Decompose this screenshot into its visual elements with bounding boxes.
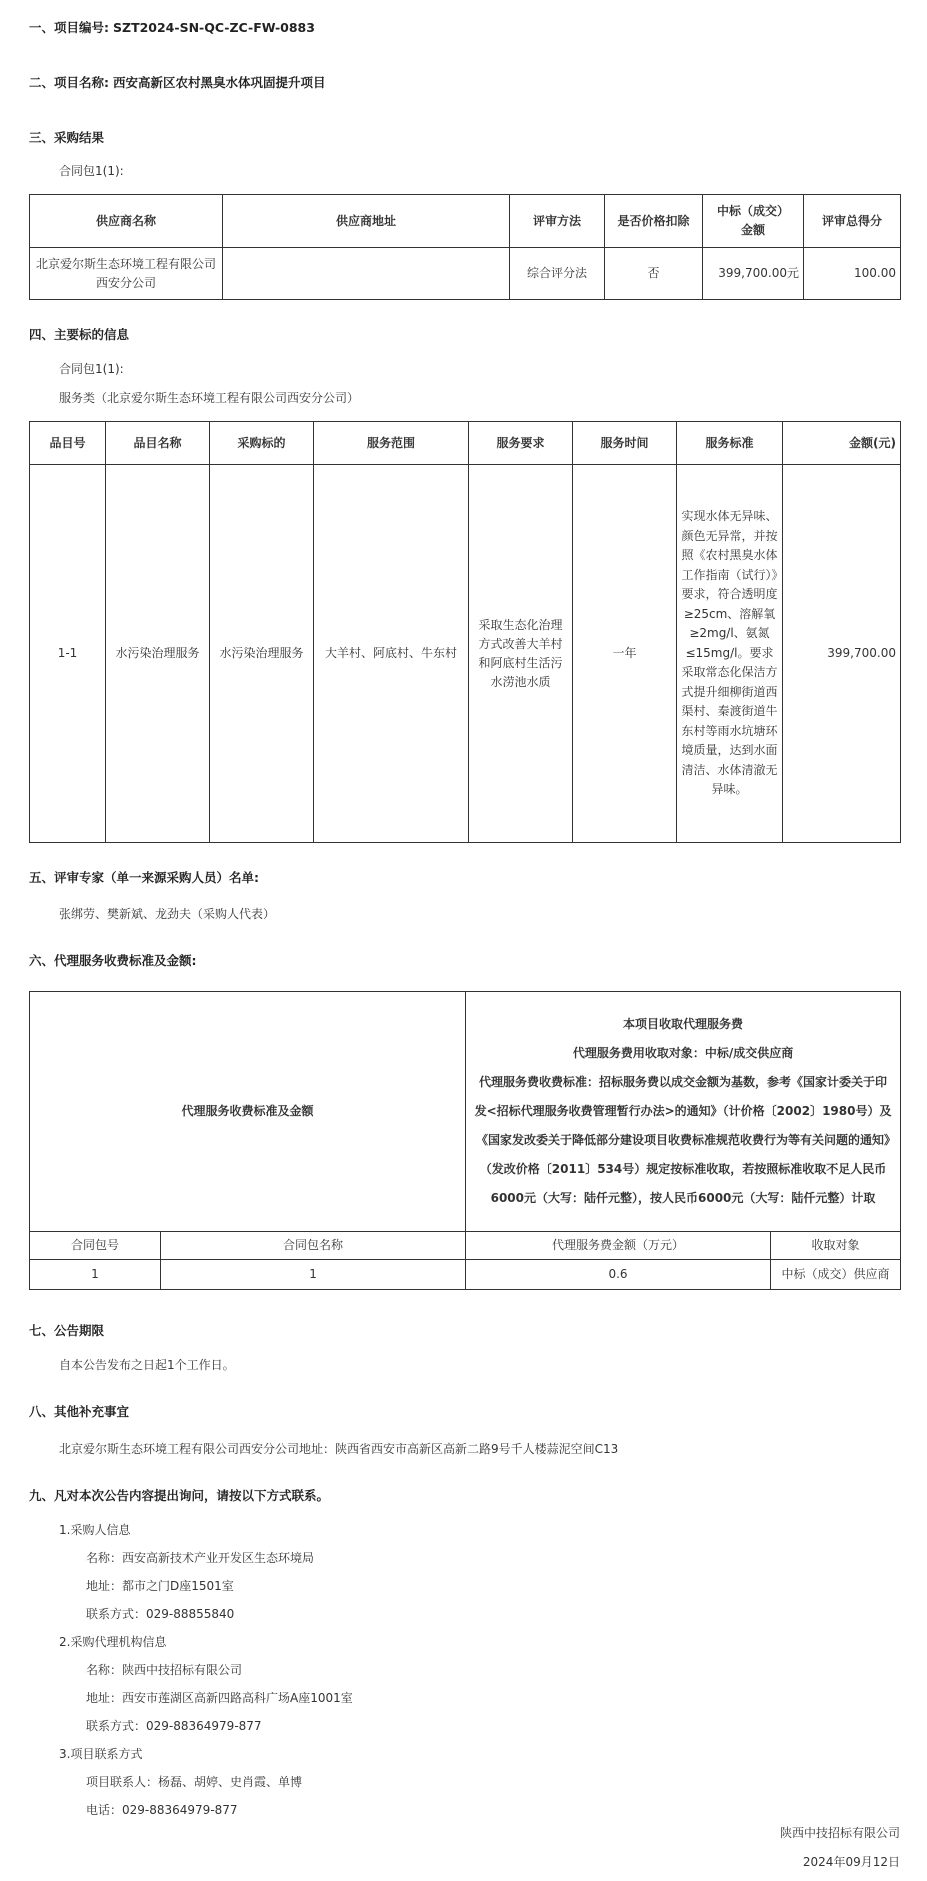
footer-date: 2024年09月12日 <box>802 1855 900 1869</box>
section-title-period: 七、公告期限 <box>29 1323 105 1338</box>
fee-standard-line: 代理服务费用收取对象：中标/成交供应商 <box>572 1046 794 1060</box>
section-title-result: 三、采购结果 <box>29 130 105 145</box>
collect-target: 中标（成交）供应商 <box>771 1260 901 1290</box>
price-deduction: 否 <box>605 248 703 300</box>
col-supplier-name: 供应商名称 <box>30 195 223 248</box>
col-collect-target: 收取对象 <box>771 1232 901 1260</box>
service-category: 服务类（北京爱尔斯生态环境工程有限公司西安分公司） <box>59 391 360 405</box>
col-item-name: 品目名称 <box>106 422 210 465</box>
col-item-no: 品目号 <box>30 422 106 465</box>
package-name: 1 <box>161 1260 466 1290</box>
col-amount: 金额(元) <box>783 422 901 465</box>
contract-package-label: 合同包1(1): <box>59 164 124 178</box>
project-number-label: 一、项目编号: <box>29 20 109 35</box>
subject-table-header <box>30 422 901 465</box>
package-no: 1 <box>30 1260 161 1290</box>
fee-table <box>29 991 901 1290</box>
period-text: 自本公告发布之日起1个工作日。 <box>59 1358 235 1372</box>
agency-contact: 联系方式：029-88364979-877 <box>86 1719 262 1733</box>
project-number <box>29 18 315 36</box>
expert-names: 张绑劳、樊新斌、龙劲夫（采购人代表） <box>59 907 276 921</box>
col-package-name: 合同包名称 <box>161 1232 466 1260</box>
contract-package-label: 合同包1(1): <box>59 362 124 376</box>
col-standard: 服务标准 <box>677 422 783 465</box>
project-contact-heading: 3.项目联系方式 <box>59 1747 143 1761</box>
agency-heading: 2.采购代理机构信息 <box>59 1635 167 1649</box>
col-review-method: 评审方法 <box>510 195 605 248</box>
duration: 一年 <box>573 465 677 843</box>
col-package-no: 合同包号 <box>30 1232 161 1260</box>
col-price-deduction: 是否价格扣除 <box>605 195 703 248</box>
requirement: 采取生态化治理方式改善大羊村和阿底村生活污水涝池水质 <box>469 465 573 843</box>
section-title-supplement: 八、其他补充事宜 <box>29 1404 130 1419</box>
fee-table-header <box>30 1232 901 1260</box>
supplier-address <box>223 248 510 300</box>
col-subject: 采购标的 <box>210 422 314 465</box>
col-total-score: 评审总得分 <box>804 195 901 248</box>
fee-standard-line: 代理服务费收费标准：招标服务费以成交金额为基数，参考《国家计委关于印发<招标代理服务收费管理暂行办法>的通知》（计价格〔2002〕1980号）及《国家发改委关于降低部分建设项目收费标准规范收费行为等有关问题的通知》（发改价格〔2011〕534号）规定按标准收取，若按照标准收取不足人民币6000元（大写：陆仟元整），按人民币6000元（大写：陆仟元整）计取 <box>474 1075 892 1205</box>
purchaser-heading: 1.采购人信息 <box>59 1523 131 1537</box>
section-title-subject: 四、主要标的信息 <box>29 327 130 342</box>
project-contact-phone: 电话：029-88364979-877 <box>86 1803 238 1817</box>
col-requirement: 服务要求 <box>469 422 573 465</box>
fee-standard-row <box>30 992 901 1232</box>
result-table <box>29 194 901 300</box>
section-title-contact: 九、凡对本次公告内容提出询问，请按以下方式联系。 <box>29 1488 330 1503</box>
supplement-text: 北京爱尔斯生态环境工程有限公司西安分公司地址：陕西省西安市高新区高新二路9号千人楼蒜泥空间C13 <box>59 1442 619 1456</box>
col-fee-amount: 代理服务费金额（万元） <box>466 1232 771 1260</box>
item-name: 水污染治理服务 <box>106 465 210 843</box>
standard: 实现水体无异味、颜色无异常，并按照《农村黑臭水体工作指南（试行）》要求，符合透明度≥25cm、溶解氧≥2mg/l、氨氮≤15mg/l。要求采取常态化保洁方式提升细柳街道西渠村、秦渡街道牛东村等雨水坑塘环境质量，达到水面清洁、水体清澈无异味。 <box>677 465 783 843</box>
table-row <box>30 465 901 843</box>
footer-company: 陕西中技招标有限公司 <box>779 1826 900 1840</box>
fee-amount: 0.6 <box>466 1260 771 1290</box>
purchaser-name: 名称：西安高新技术产业开发区生态环境局 <box>86 1551 315 1565</box>
purchaser-address: 地址：都市之门D座1501室 <box>86 1579 234 1593</box>
amount: 399,700.00 <box>783 465 901 843</box>
project-name-label: 二、项目名称: <box>29 75 109 90</box>
col-supplier-address: 供应商地址 <box>223 195 510 248</box>
col-duration: 服务时间 <box>573 422 677 465</box>
col-scope: 服务范围 <box>314 422 469 465</box>
result-table-header <box>30 195 901 248</box>
project-contact-person: 项目联系人：杨磊、胡婷、史肖霞、单博 <box>86 1775 303 1789</box>
agency-address: 地址：西安市莲湖区高新四路高科广场A座1001室 <box>86 1691 353 1705</box>
scope: 大羊村、阿底村、牛东村 <box>314 465 469 843</box>
purchaser-contact: 联系方式：029-88855840 <box>86 1607 235 1621</box>
fee-standard-text <box>466 992 901 1232</box>
subject-table <box>29 421 901 843</box>
subject: 水污染治理服务 <box>210 465 314 843</box>
table-row <box>30 248 901 300</box>
fee-standard-line: 本项目收取代理服务费 <box>623 1017 744 1031</box>
project-name <box>29 73 326 91</box>
section-title-fee: 六、代理服务收费标准及金额: <box>29 953 197 968</box>
bid-amount: 399,700.00元 <box>703 248 804 300</box>
project-number-value: SZT2024-SN-QC-ZC-FW-0883 <box>113 20 315 35</box>
col-bid-amount: 中标（成交）金额 <box>703 195 804 248</box>
fee-standard-label: 代理服务收费标准及金额 <box>30 992 466 1232</box>
project-name-value: 西安高新区农村黑臭水体巩固提升项目 <box>113 75 326 90</box>
supplier-name: 北京爱尔斯生态环境工程有限公司西安分公司 <box>30 248 223 300</box>
total-score: 100.00 <box>804 248 901 300</box>
agency-name: 名称：陕西中技招标有限公司 <box>86 1663 243 1677</box>
fee-standard-content <box>474 1010 892 1213</box>
table-row <box>30 1260 901 1290</box>
section-title-experts: 五、评审专家（单一来源采购人员）名单: <box>29 870 259 885</box>
review-method: 综合评分法 <box>510 248 605 300</box>
item-no: 1-1 <box>30 465 106 843</box>
